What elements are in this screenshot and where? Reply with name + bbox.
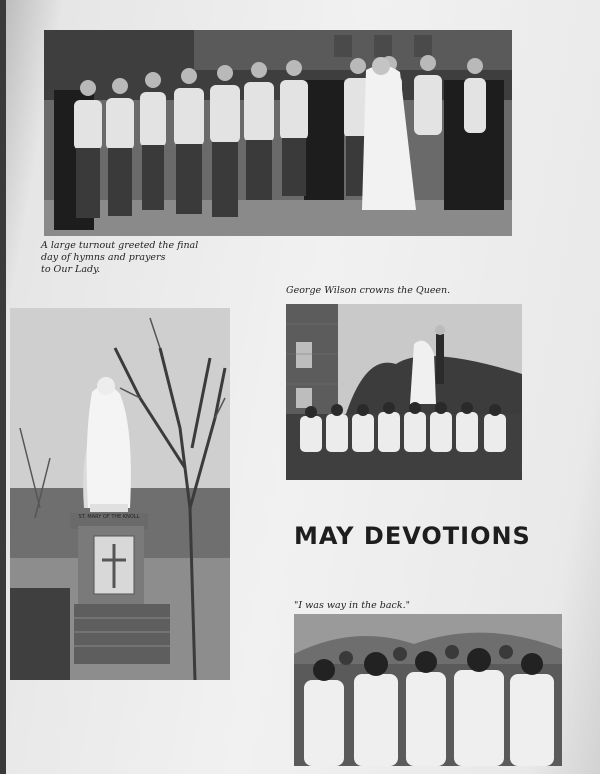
yearbook-page xyxy=(6,0,600,774)
caption-hymn-crowd xyxy=(41,240,198,276)
page-title: MAY DEVOTIONS xyxy=(294,522,531,550)
back-crowd-image xyxy=(294,614,562,766)
photo-hymn-crowd xyxy=(44,30,512,236)
photo-crowning xyxy=(286,304,522,480)
caption-line: A large turnout greeted the final xyxy=(41,240,199,251)
statue-plaque-text: ST. MARY OF THE KNOLL xyxy=(78,514,140,520)
photo-statue xyxy=(10,308,230,680)
photo-back-of-crowd xyxy=(294,614,562,766)
crowning-image xyxy=(286,304,522,480)
caption-crowning: George Wilson crowns the Queen. xyxy=(286,285,451,296)
statue-image xyxy=(10,308,230,680)
caption-line: to Our Lady. xyxy=(41,264,101,275)
hymn-crowd-image xyxy=(44,30,512,236)
caption-back: "I was way in the back." xyxy=(294,600,410,611)
caption-line: day of hymns and prayers xyxy=(41,252,166,263)
